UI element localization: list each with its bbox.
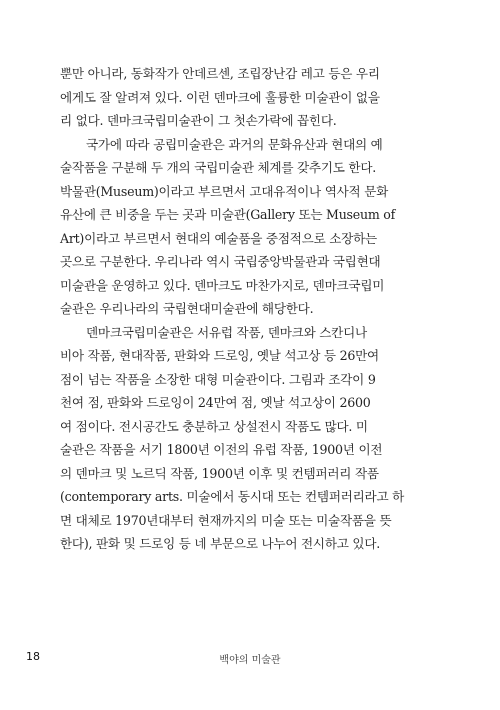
text-line: 여 점이다. 전시공간도 충분하고 상설전시 작품도 많다. 미 [60, 418, 368, 434]
text-line: 뿐만 아니라, 동화작가 안데르센, 조립장난감 레고 등은 우리 [60, 66, 380, 81]
text-line: 한다), 판화 및 드로잉 등 네 부문으로 나누어 전시하고 있다. [60, 536, 381, 551]
text-line: 에게도 잘 알려져 있다. 이런 덴마크에 훌륭한 미술관이 없을 [60, 89, 380, 105]
body-text [60, 62, 450, 556]
text-line: 박물관(Museum)이라고 부르면서 고대유적이나 역사적 문화 [60, 183, 389, 199]
text-line: (contemporary arts. 미술에서 동시대 또는 컨템퍼러리라고 하 [60, 489, 405, 504]
text-line: 리 없다. 덴마크국립미술관이 그 첫손가락에 꼽힌다. [60, 113, 337, 128]
text-line: 미술관을 운영하고 있다. 덴마크도 마찬가지로, 덴마크국립미 [60, 277, 385, 293]
text-line: 점이 넘는 작품을 소장한 대형 미술관이다. 그림과 조각이 9 [60, 371, 376, 387]
page-number: 18 [26, 650, 40, 663]
text-line: Art)이라고 부르면서 현대의 예술품을 중점적으로 소장하는 [60, 230, 377, 246]
text-line: 유산에 큰 비중을 두는 곳과 미술관(Gallery 또는 Museum of [60, 207, 396, 222]
paragraph-start-line: 덴마크국립미술관은 서유럽 작품, 덴마크와 스칸디나 [86, 324, 367, 340]
running-title: 백야의 미술관 [219, 655, 281, 666]
text-line: 의 덴마크 및 노르딕 작품, 1900년 이후 및 컨템퍼러리 작품 [60, 465, 379, 481]
text-line: 술관은 작품을 서기 1800년 이전의 유럽 작품, 1900년 이전 [60, 442, 383, 457]
text-line: 곳으로 구분한다. 우리나라 역시 국립중앙박물관과 국립현대 [60, 254, 381, 269]
text-line: 술작품을 구분해 두 개의 국립미술관 체계를 갖추기도 한다. [60, 160, 376, 175]
page-footer [0, 650, 500, 668]
text-line: 면 대체로 1970년대부터 현재까지의 미술 또는 미술작품을 뜻 [60, 512, 392, 528]
text-line: 천여 점, 판화와 드로잉이 24만여 점, 옛날 석고상이 2600 [60, 395, 371, 410]
text-line: 술관은 우리나라의 국립현대미술관에 해당한다. [60, 301, 314, 316]
paragraph-start-line: 국가에 따라 공립미술관은 과거의 문화유산과 현대의 예 [86, 136, 383, 152]
text-line: 비아 작품, 현대작품, 판화와 드로잉, 옛날 석고상 등 26만여 [60, 348, 379, 363]
